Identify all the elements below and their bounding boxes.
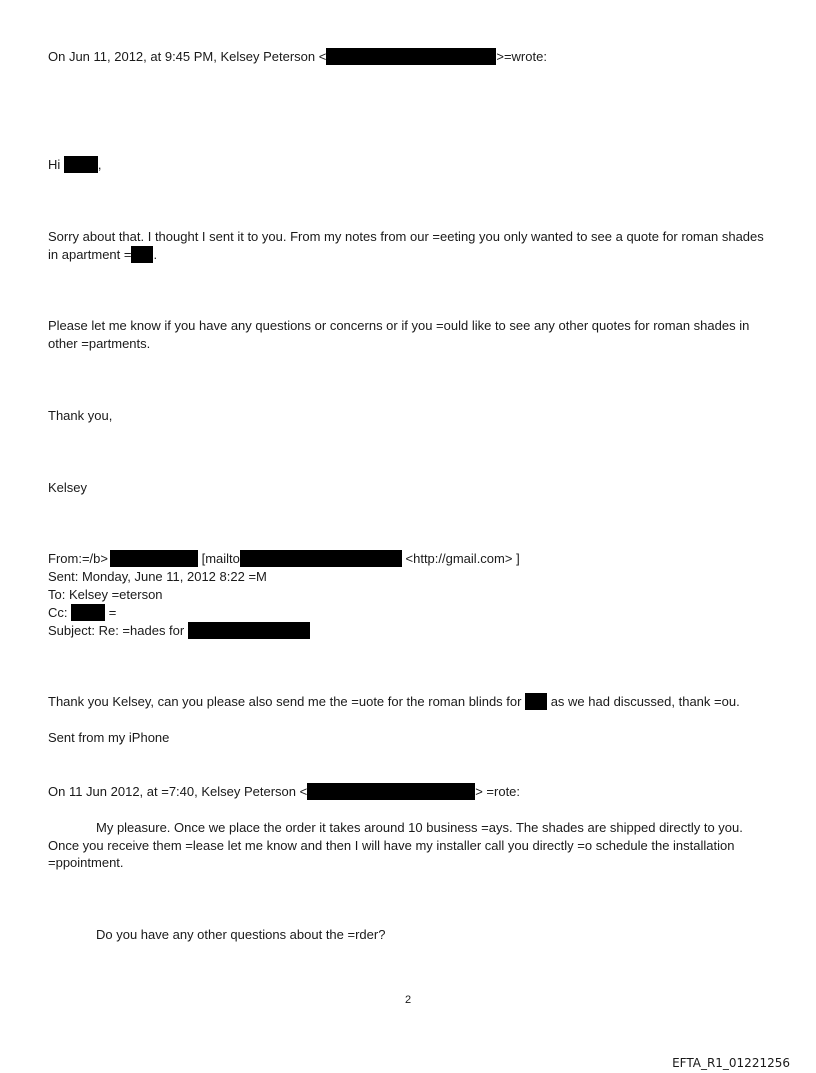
- fwd-subject-line: [48, 622, 310, 639]
- redaction-box: [188, 622, 310, 639]
- redaction-box: [110, 550, 198, 567]
- fwd-sent-line: Sent: Monday, June 11, 2012 8:22 =M: [48, 569, 267, 584]
- paragraph-sorry-end: .: [153, 246, 158, 262]
- reply-line: [48, 693, 740, 710]
- greeting-word: Hi: [48, 157, 61, 172]
- sent-from-line: Sent from my iPhone: [48, 730, 170, 745]
- quote-header-line: [48, 783, 520, 800]
- header-suffix: >=wrote:: [496, 49, 547, 64]
- redaction-box: [64, 156, 98, 173]
- reply-suffix: as we had discussed, thank =ou.: [550, 694, 740, 709]
- page-number: 2: [404, 994, 412, 1006]
- fwd-from-label: From:=/b>: [48, 551, 108, 566]
- redaction-box: [131, 246, 153, 263]
- fwd-cc-line: [48, 604, 116, 621]
- quote-header-suffix: > =rote:: [475, 784, 521, 799]
- fwd-subject: Subject: Re: =hades for: [48, 623, 185, 638]
- greeting-comma: ,: [97, 157, 102, 172]
- thanks-line: Thank you,: [48, 408, 113, 423]
- paragraph-questions: Please let me know if you have any questions or concerns or if you =ould like to see any other quotes for roman shades in other =partments.: [48, 318, 750, 351]
- fwd-cc-end: =: [108, 605, 117, 620]
- paragraph-sorry-text: Sorry about that. I thought I sent it to you. From my notes from our =eeting you only wanted to see a quote for roman shades in apartment =: [48, 229, 764, 262]
- fwd-gmail: <http://gmail.com> ]: [405, 551, 520, 566]
- fwd-mailto: [mailto: [201, 551, 240, 566]
- greeting-line: [48, 156, 102, 173]
- quote-header-prefix: On 11 Jun 2012, at =7:40, Kelsey Peterson <: [48, 784, 308, 799]
- redaction-box: [326, 48, 496, 65]
- redaction-box: [307, 783, 475, 800]
- fwd-to-line: To: Kelsey =eterson: [48, 587, 163, 602]
- paragraph-sorry: [48, 228, 768, 263]
- redaction-box: [71, 604, 105, 621]
- signature-line: Kelsey: [48, 480, 88, 495]
- paragraph-pleasure: My pleasure. Once we place the order it takes around 10 business =ays. The shades are shipped directly to you. Once you receive them =lease let me know and then I will have my installer call you directly =o schedule the installation =ppointment.: [48, 820, 743, 870]
- document-id: EFTA_R1_01221256: [672, 1056, 790, 1070]
- email-header-line: [48, 48, 547, 65]
- redaction-box: [525, 693, 547, 710]
- fwd-from-line: [48, 550, 520, 567]
- reply-prefix: Thank you Kelsey, can you please also send me the =uote for the roman blinds for: [48, 694, 522, 709]
- redaction-box: [240, 550, 402, 567]
- question-line: Do you have any other questions about the =rder?: [96, 927, 386, 942]
- header-prefix: On Jun 11, 2012, at 9:45 PM, Kelsey Peterson <: [48, 49, 327, 64]
- fwd-cc-label: Cc:: [48, 605, 68, 620]
